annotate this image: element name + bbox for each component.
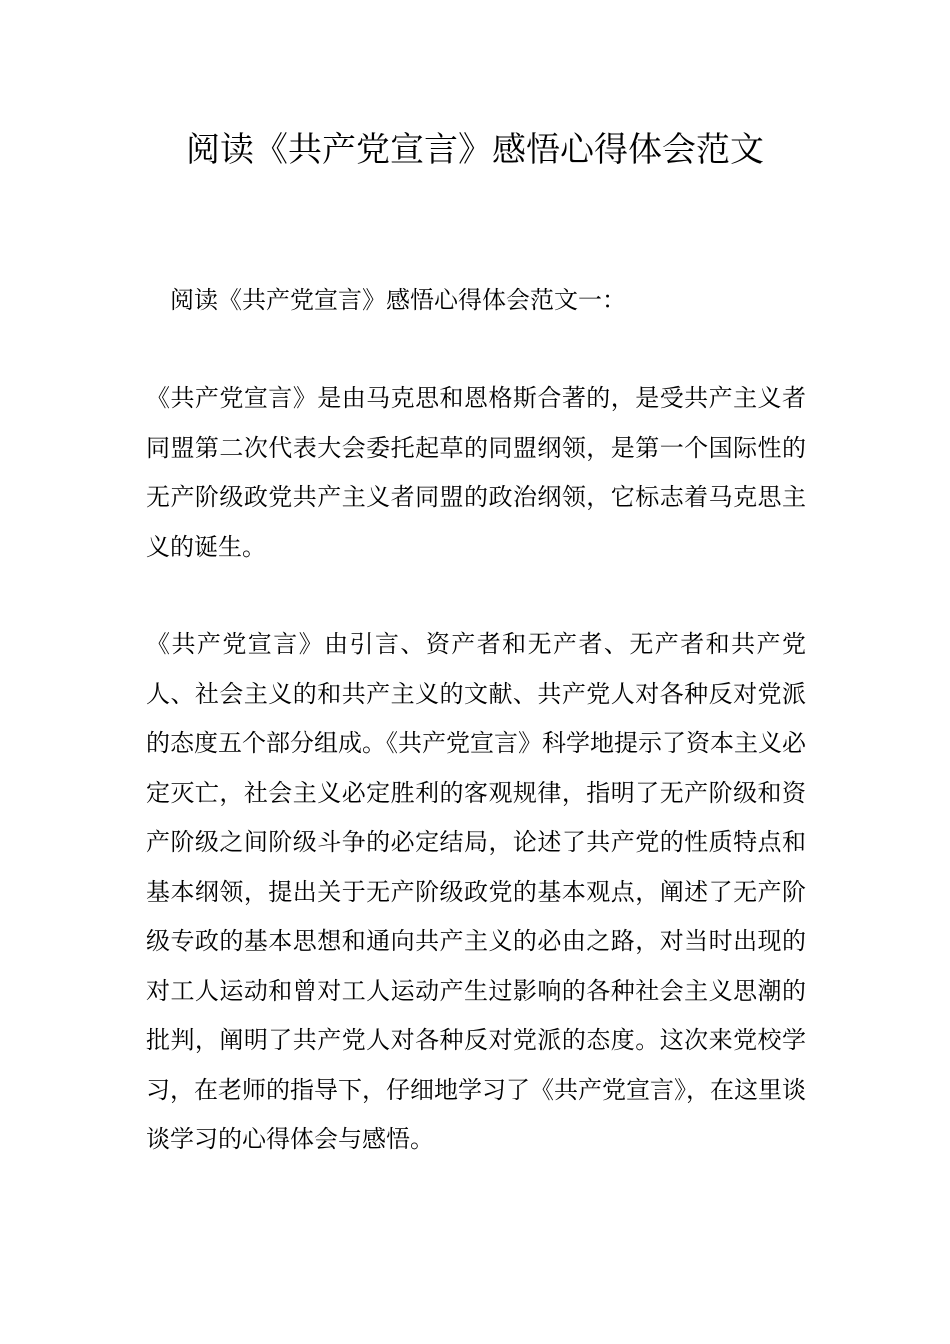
paragraph-structure: 《共产党宣言》由引言、资产者和无产者、无产者和共产党人、社会主义的和共产主义的文献、共产党人对各种反对党派的态度五个部分组成。《共产党宣言》科学地提示了资本主义必定灭亡，社会主义必定胜利的客观规律，指明了无产阶级和资产阶级之间阶级斗争的必定结局，论述了共产党的性质特点和基本纲领，提出关于无产阶级政党的基本观点，阐述了无产阶级专政的基本思想和通向共产主义的必由之路，对当时出现的对工人运动和曾对工人运动产生过影响的各种社会主义思潮的批判，阐明了共产党人对各种反对党派的态度。这次来党校学习，在老师的指导下，仔细地学习了《共产党宣言》，在这里谈谈学习的心得体会与感悟。 xyxy=(146,630,806,1153)
section-heading: 阅读《共产党宣言》感悟心得体会范文一： xyxy=(170,286,626,314)
paragraph-intro: 《共产党宣言》是由马克思和恩格斯合著的，是受共产主义者同盟第二次代表大会委托起草的同盟纲领，是第一个国际性的无产阶级政党共产主义者同盟的政治纲领，它标志着马克思主义的诞生。 xyxy=(146,384,806,561)
document-title: 阅读《共产党宣言》感悟心得体会范文 xyxy=(186,130,764,170)
